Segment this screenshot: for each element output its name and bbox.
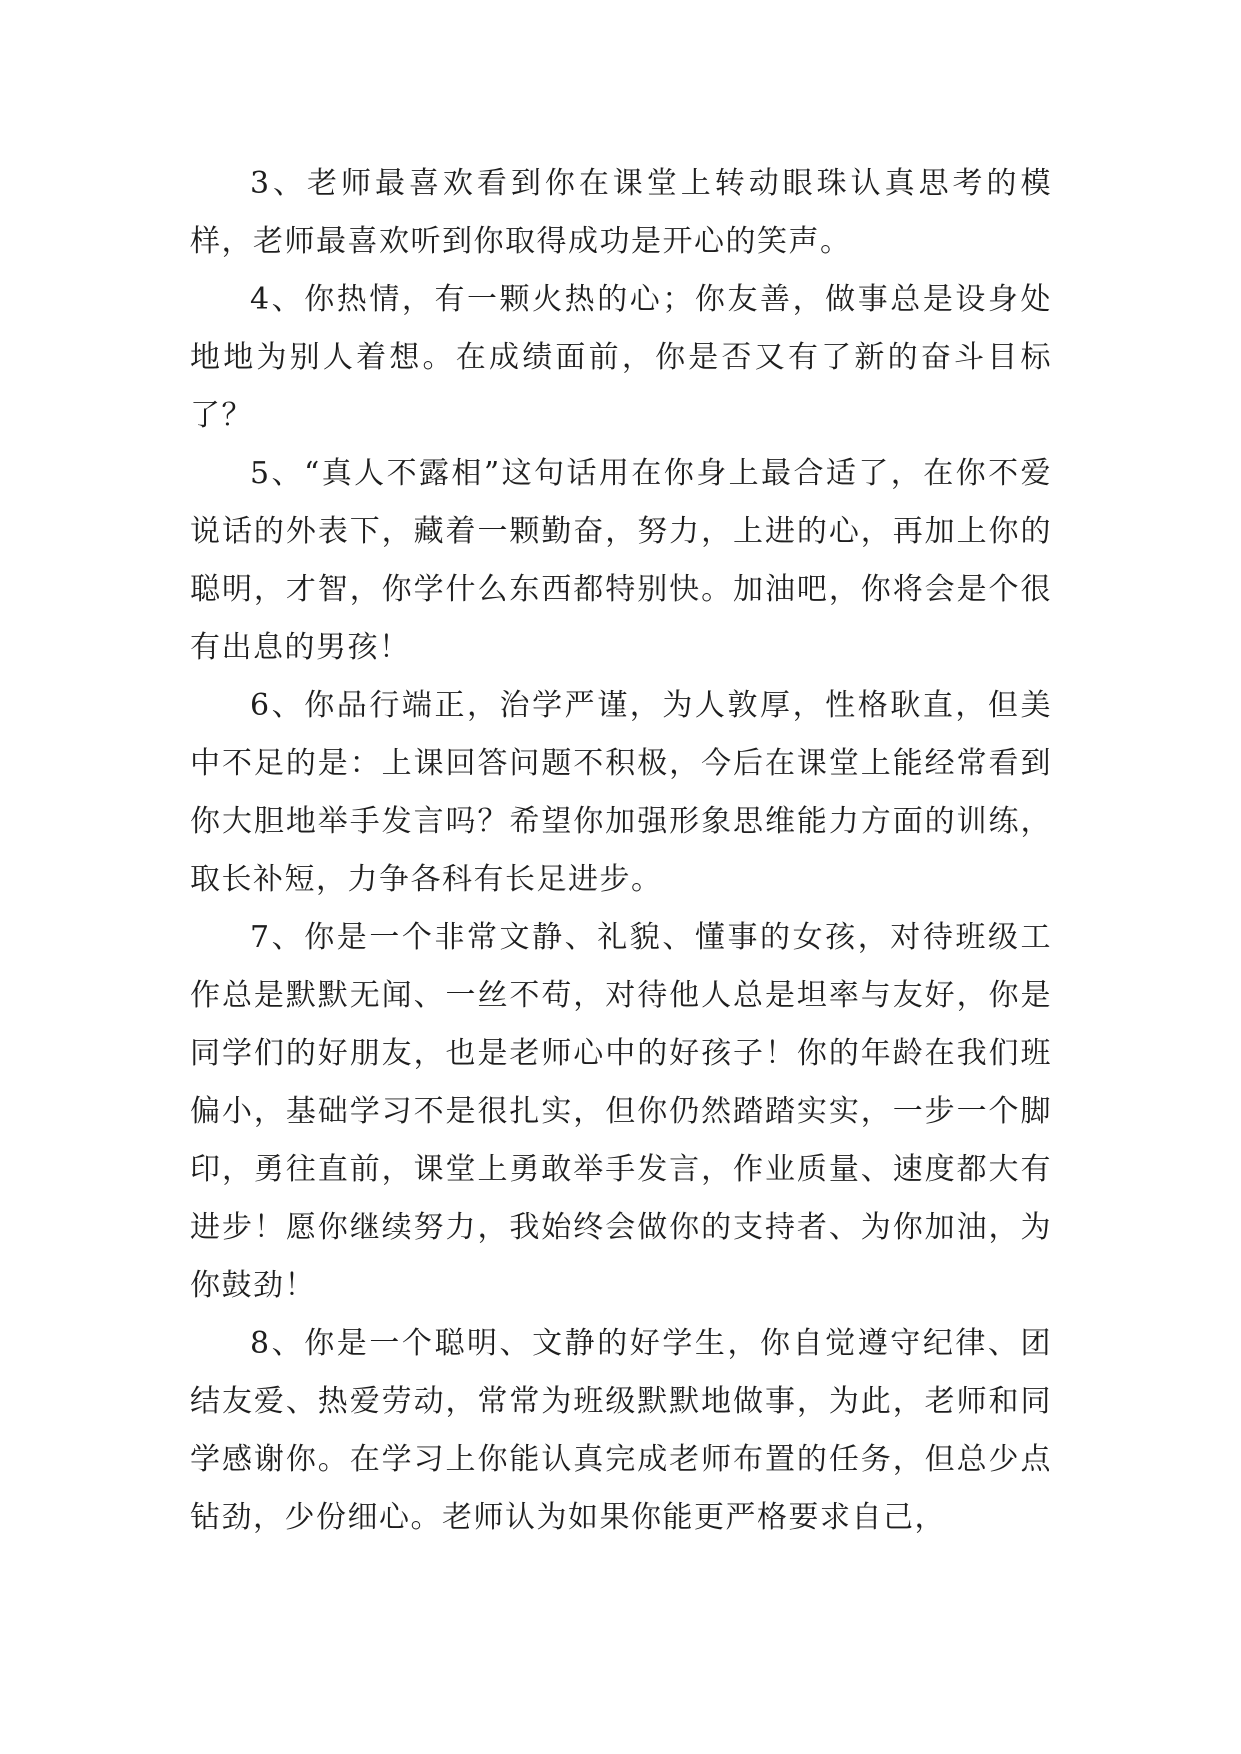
paragraph-8: 8、你是一个聪明、文静的好学生，你自觉遵守纪律、团结友爱、热爱劳动，常常为班级默默地做事，为此，老师和同学感谢你。在学习上你能认真完成老师布置的任务，但总少点钻劲，少份细心。老师认为如果你能更严格要求自己， — [190, 1326, 1052, 1535]
body-text — [190, 155, 1052, 1547]
paragraph-6: 6、你品行端正，治学严谨，为人敦厚，性格耿直，但美中不足的是：上课回答问题不积极，今后在课堂上能经常看到你大胆地举手发言吗？希望你加强形象思维能力方面的训练，取长补短，力争各科有长足进步。 — [190, 688, 1052, 897]
paragraph-7: 7、你是一个非常文静、礼貌、懂事的女孩，对待班级工作总是默默无闻、一丝不苟，对待他人总是坦率与友好，你是同学们的好朋友，也是老师心中的好孩子！你的年龄在我们班偏小，基础学习不是很扎实，但你仍然踏踏实实，一步一个脚印，勇往直前，课堂上勇敢举手发言，作业质量、速度都大有进步！愿你继续努力，我始终会做你的支持者、为你加油，为你鼓劲！ — [190, 920, 1052, 1303]
paragraph-5: 5、“真人不露相”这句话用在你身上最合适了，在你不爱说话的外表下，藏着一颗勤奋，努力，上进的心，再加上你的聪明，才智，你学什么东西都特别快。加油吧，你将会是个很有出息的男孩！ — [190, 456, 1052, 665]
paragraph-4: 4、你热情，有一颗火热的心；你友善，做事总是设身处地地为别人着想。在成绩面前，你是否又有了新的奋斗目标了？ — [190, 282, 1052, 433]
paragraph-3: 3、老师最喜欢看到你在课堂上转动眼珠认真思考的模样，老师最喜欢听到你取得成功是开心的笑声。 — [190, 166, 1052, 259]
